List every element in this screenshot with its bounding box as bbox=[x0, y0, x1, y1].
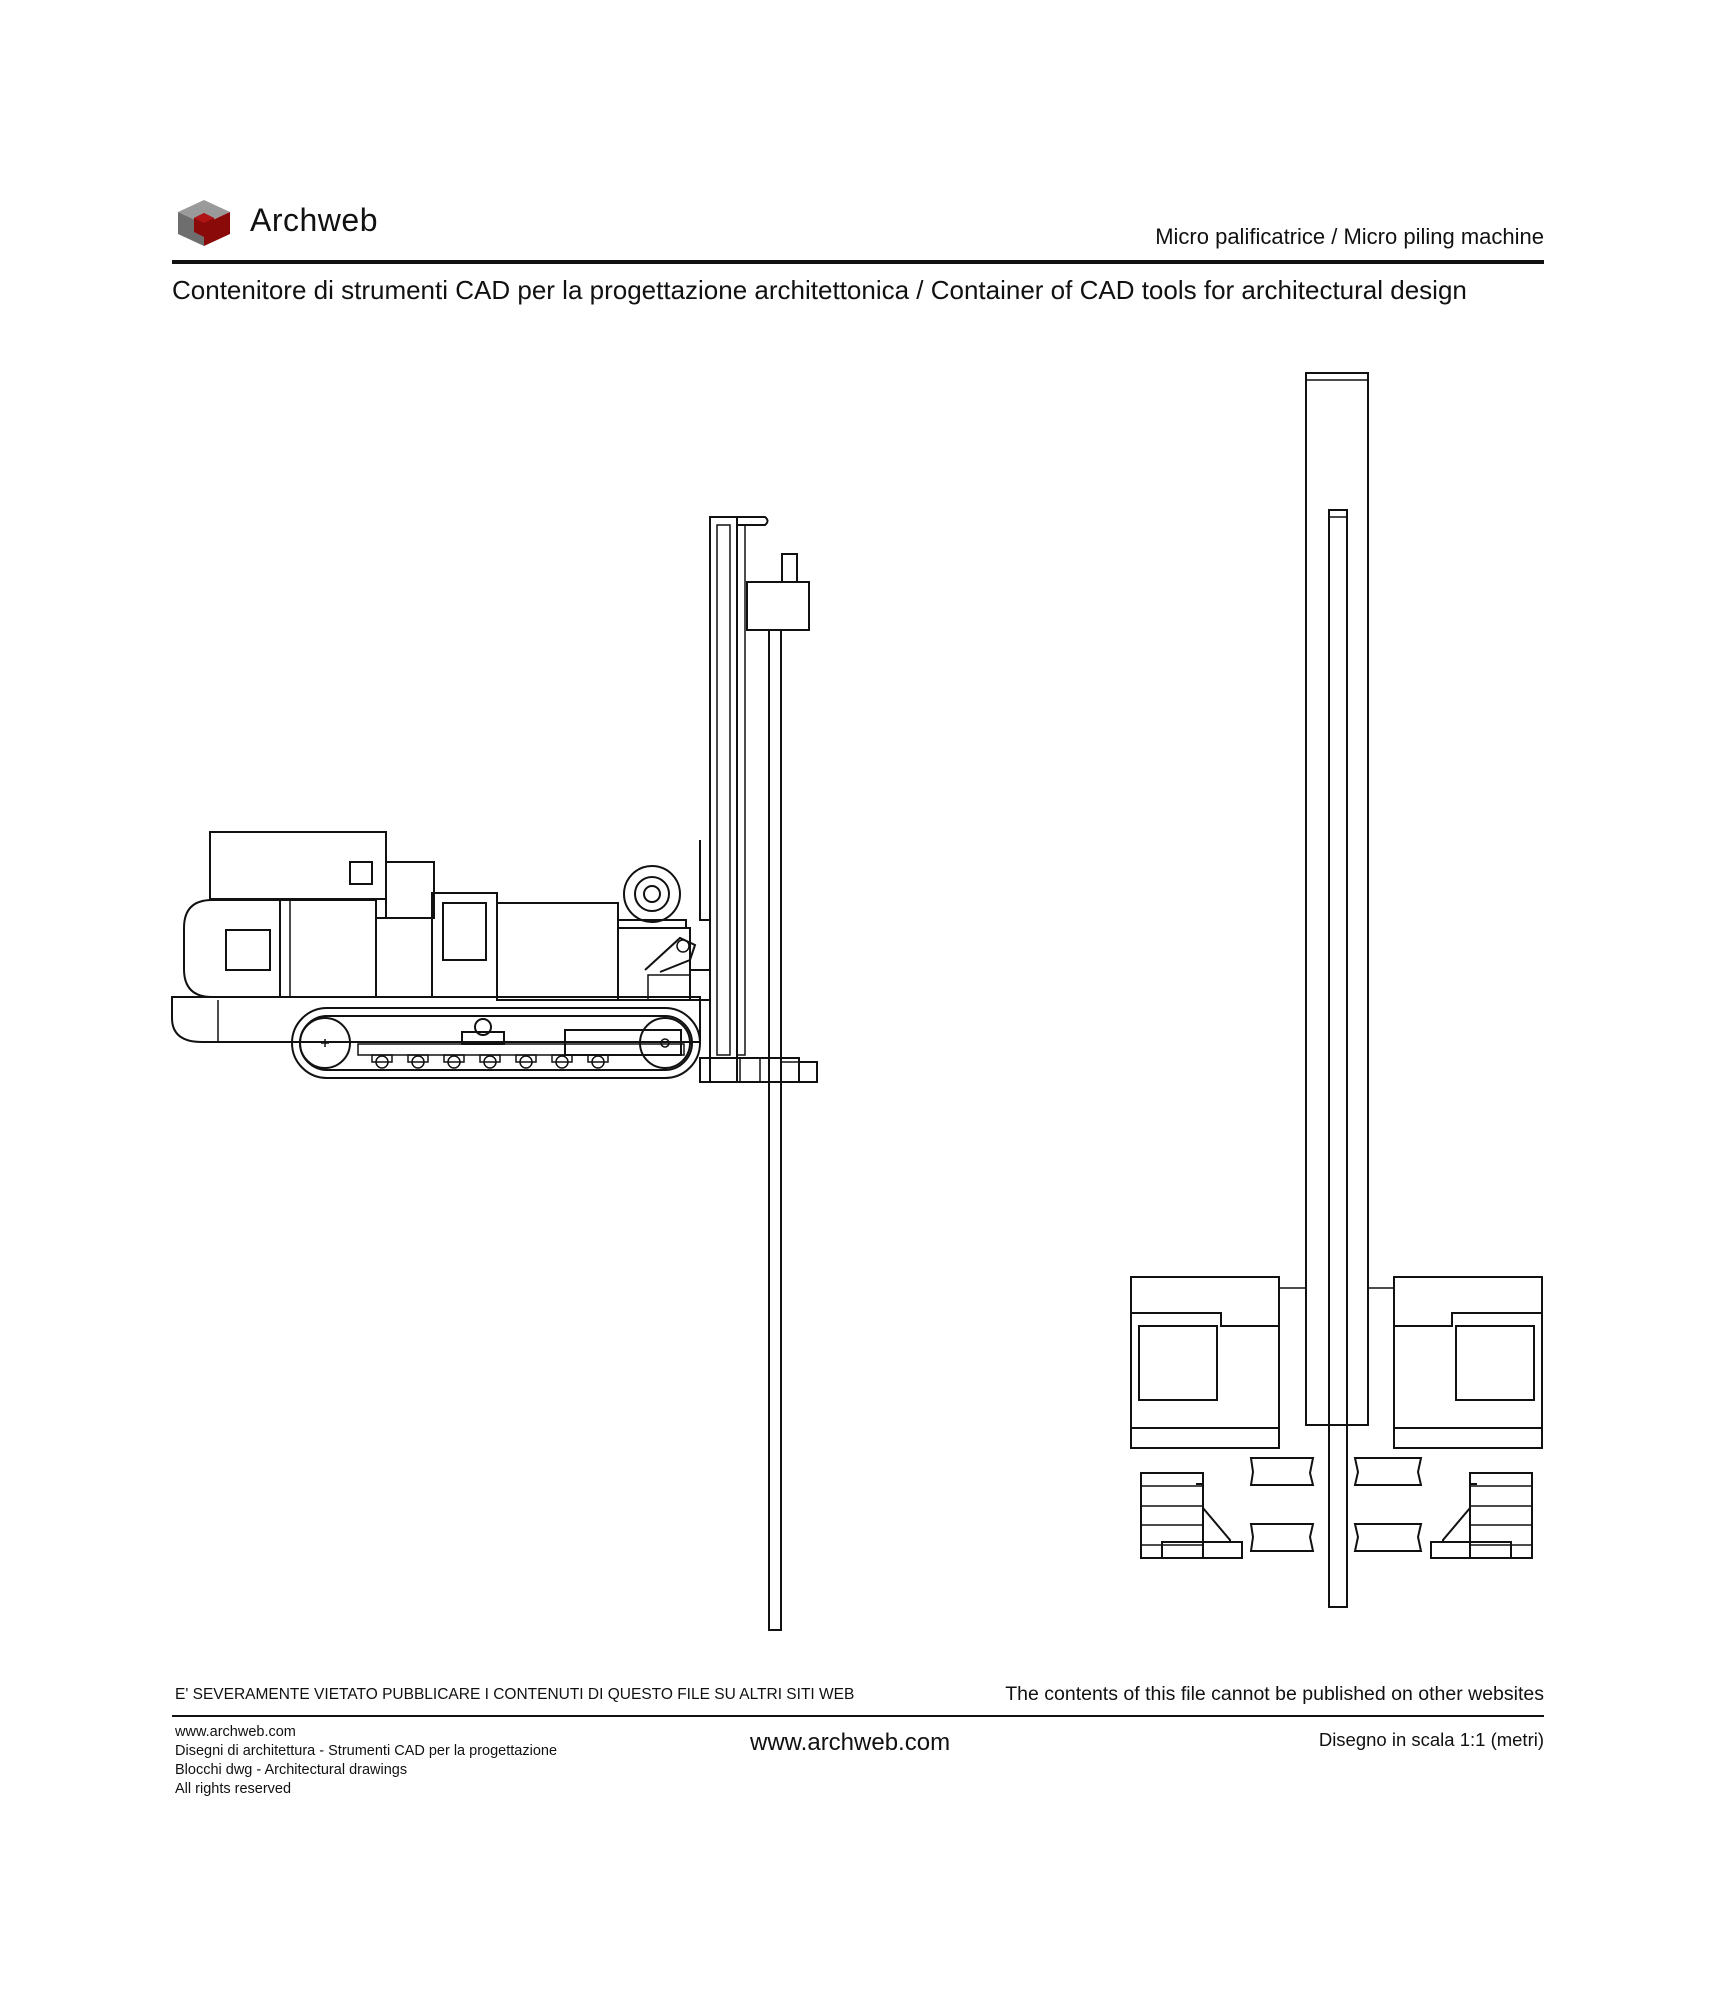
footer-info-line: Blocchi dwg - Architectural drawings bbox=[175, 1762, 408, 1778]
copyright-warning-english: The contents of this file cannot be published on other websites bbox=[1005, 1683, 1544, 1705]
website-link[interactable]: www.archweb.com bbox=[750, 1729, 951, 1756]
tagline: Contenitore di strumenti CAD per la progettazione architettonica / Container of CAD tools for architectural design bbox=[172, 275, 1467, 305]
footer-info-line: Disegni di architettura - Strumenti CAD per la progettazione bbox=[175, 1743, 558, 1759]
footer-rule bbox=[172, 1715, 1544, 1717]
front-elevation bbox=[1131, 373, 1542, 1607]
side-elevation bbox=[172, 517, 817, 1630]
footer-info bbox=[175, 1723, 557, 1799]
scale-note: Disegno in scala 1:1 (metri) bbox=[1318, 1729, 1544, 1750]
footer-info-line: www.archweb.com bbox=[175, 1724, 296, 1740]
brand-name: Archweb bbox=[250, 202, 378, 238]
footer-info-line: All rights reserved bbox=[175, 1781, 292, 1797]
drawing-subject: Micro palificatrice / Micro piling machine bbox=[1155, 224, 1544, 249]
copyright-warning-italian: E' SEVERAMENTE VIETATO PUBBLICARE I CONTENUTI DI QUESTO FILE SU ALTRI SITI WEB bbox=[175, 1686, 855, 1703]
